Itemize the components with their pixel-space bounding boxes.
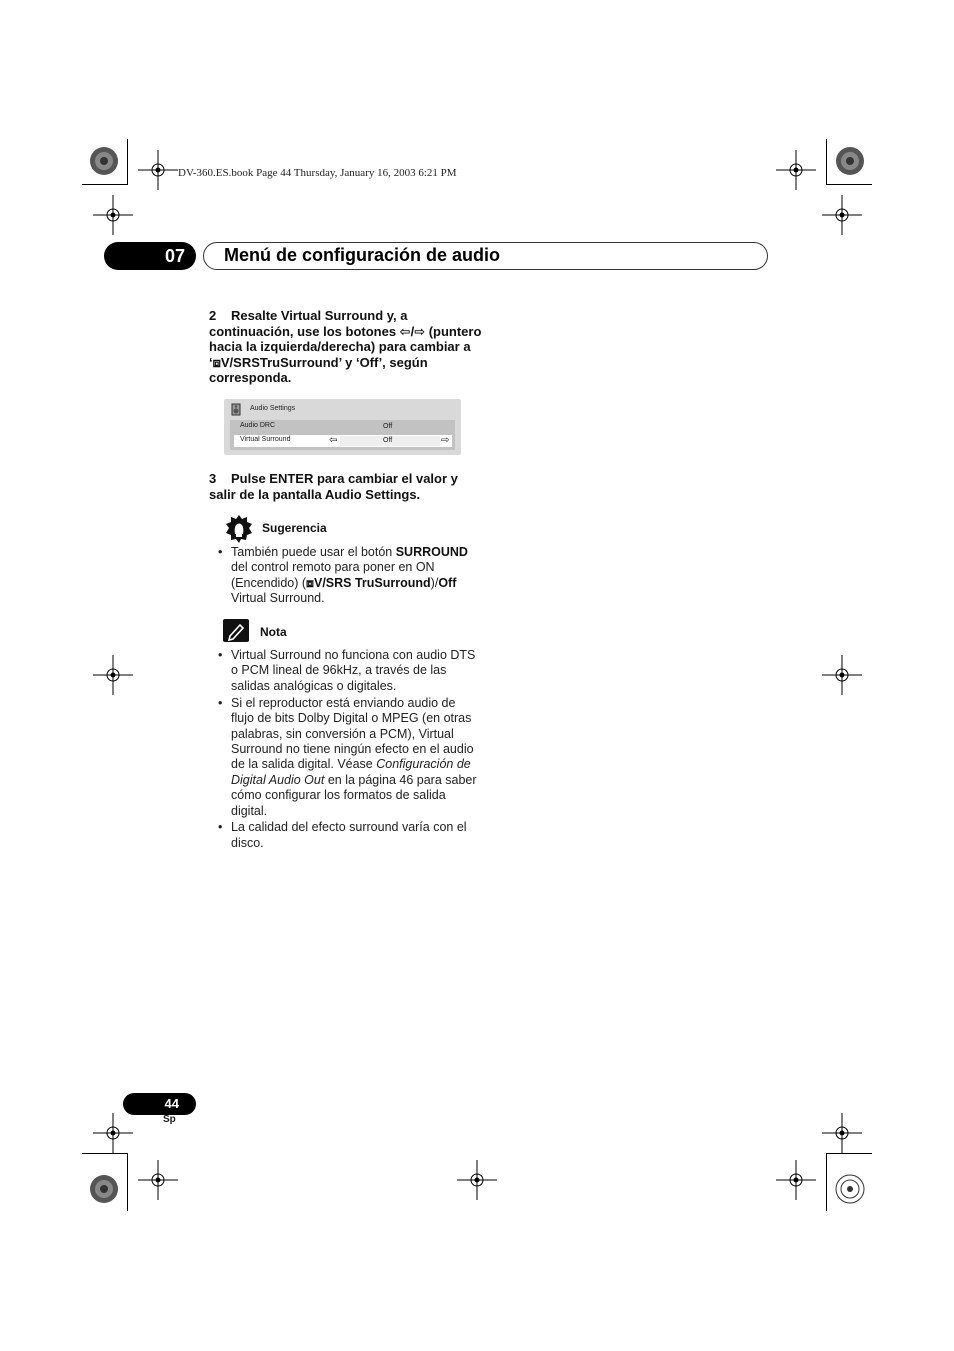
page-number: 44 <box>123 1093 196 1115</box>
step-2 <box>209 308 484 386</box>
crop-line <box>82 1153 128 1154</box>
crop-line <box>826 1153 827 1211</box>
text-run: Virtual Surround. <box>231 591 325 606</box>
text-run: en la página 46 para saber cómo configurar los formatos de salida digital. <box>231 772 477 818</box>
crop-line <box>826 1153 872 1154</box>
tip-bulb-icon <box>224 514 254 544</box>
color-bar-mark-icon <box>835 1174 865 1204</box>
chapter-title-box <box>203 242 768 270</box>
crop-line <box>127 139 128 185</box>
step-3 <box>209 471 484 502</box>
registration-mark-icon <box>457 1160 497 1200</box>
setting-value: Off <box>383 423 393 430</box>
color-bar-mark-icon <box>89 146 119 176</box>
text-run: ⧈V/SRS TruSurround <box>306 575 431 590</box>
registration-mark-icon <box>776 150 816 190</box>
step-text: Pulse ENTER para cambiar el valor y salir de la pantalla Audio Settings. <box>209 471 458 502</box>
crop-line <box>82 184 128 185</box>
tip-heading: Sugerencia <box>262 521 327 535</box>
print-info: DV-360.ES.book Page 44 Thursday, January 16, 2003 6:21 PM <box>178 167 457 179</box>
registration-mark-icon <box>138 150 178 190</box>
text-run: del control remoto para poner en ON (Encendido) ( <box>231 560 435 590</box>
registration-mark-icon <box>822 195 862 235</box>
tip-list <box>218 545 480 608</box>
right-arrow-icon: ⇨ <box>441 435 450 446</box>
setting-value: Off <box>383 437 393 444</box>
crop-line <box>127 1153 128 1211</box>
registration-mark-icon <box>93 655 133 695</box>
list-item <box>218 545 480 607</box>
speaker-icon <box>229 402 243 416</box>
registration-mark-icon <box>776 1160 816 1200</box>
registration-mark-icon <box>822 655 862 695</box>
list-item: • Virtual Surround no funciona con audio DTS o PCM lineal de 96kHz, a través de las salidas analógicas o digitales. <box>218 648 480 694</box>
screen-title: Audio Settings <box>250 405 296 412</box>
setting-label: Virtual Surround <box>240 436 291 443</box>
crop-line <box>826 184 872 185</box>
page-language: Sp <box>163 1114 176 1125</box>
left-arrow-icon: ⇦ <box>329 435 338 446</box>
setting-row-virtual-surround <box>234 435 452 447</box>
setting-label: Audio DRC <box>240 422 276 429</box>
registration-mark-icon <box>822 1113 862 1153</box>
registration-mark-icon <box>138 1160 178 1200</box>
step-number: 3 <box>209 471 217 486</box>
list-item: • La calidad del efecto surround varía con el disco. <box>218 820 480 851</box>
settings-panel <box>230 420 455 450</box>
text-run: )/ <box>430 575 439 590</box>
text-run: SURROUND <box>395 545 468 559</box>
text-run: Off <box>438 575 457 590</box>
registration-mark-icon <box>93 195 133 235</box>
note-pencil-icon <box>223 619 249 642</box>
note-list <box>218 648 480 853</box>
color-bar-mark-icon <box>835 146 865 176</box>
crop-line <box>826 139 827 185</box>
step-number: 2 <box>209 308 217 323</box>
text-run: También puede usar el botón <box>231 545 396 559</box>
chapter-title: Menú de configuración de audio <box>224 245 501 265</box>
list-item <box>218 696 480 819</box>
step-text: Resalte Virtual Surround y, a continuación, use los botones ⇦/⇨ (puntero hacia la izquierda/derecha) para cambiar a ‘⧈V/SRSTruSurround’ y ‘Off’, según corresponda. <box>209 308 482 385</box>
note-heading: Nota <box>260 625 287 639</box>
text-run: Configuración de Digital Audio Out <box>231 757 471 787</box>
setting-row-audio-drc <box>230 420 455 433</box>
registration-mark-icon <box>93 1113 133 1153</box>
audio-settings-screen <box>224 399 461 455</box>
color-bar-mark-icon <box>89 1174 119 1204</box>
chapter-number: 07 <box>104 242 196 270</box>
text-run: Si el reproductor está enviando audio de flujo de bits Dolby Digital o MPEG (en otras palabras, sin conversión a PCM), Virtual Surround no tiene ningún efecto en el audio de la salida digital. Véase <box>231 695 474 772</box>
